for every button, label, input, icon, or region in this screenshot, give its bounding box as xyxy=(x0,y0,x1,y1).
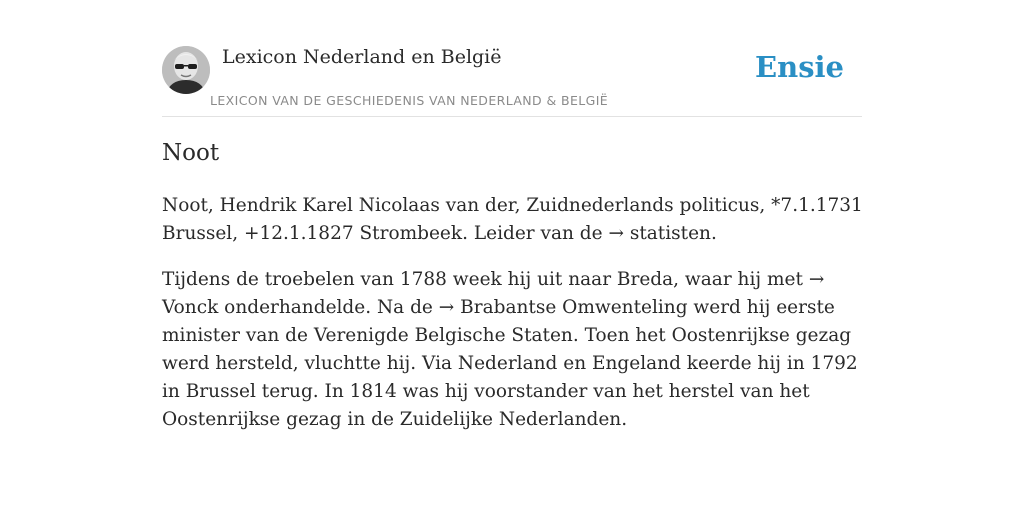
avatar[interactable] xyxy=(162,46,210,94)
brand-logo[interactable]: Ensie xyxy=(755,50,844,84)
site-header xyxy=(162,0,862,117)
person-portrait-icon xyxy=(162,46,210,94)
article-paragraph xyxy=(162,192,866,248)
article-paragraph xyxy=(162,266,866,434)
cross-reference-link-vonck[interactable]: → Vonck xyxy=(162,269,825,318)
site-title[interactable]: Lexicon Nederland en België xyxy=(222,46,502,68)
page-title: Noot xyxy=(162,140,220,166)
cross-reference-link-statisten[interactable]: → statisten xyxy=(608,223,711,244)
article-body xyxy=(162,192,866,452)
paragraph-text: Noot, Hendrik Karel Nicolaas van der, Zuidnederlands politicus, *7.1.1731 Brussel, +12.1.1827 Strombeek. Leider van de xyxy=(162,195,863,244)
cross-reference-link-brabantse-omwenteling[interactable]: → Brabantse Omwenteling xyxy=(438,297,688,318)
page-container xyxy=(162,0,863,430)
site-subtitle: LEXICON VAN DE GESCHIEDENIS VAN NEDERLAND & BELGIË xyxy=(210,93,609,108)
paragraph-text: . xyxy=(710,223,717,244)
paragraph-text: Tijdens de troebelen van 1788 week hij uit naar Breda, waar hij met xyxy=(162,269,809,290)
paragraph-text: werd hij eerste minister van de Verenigde Belgische Staten. Toen het Oostenrijkse gezag werd hersteld, vluchtte hij. Via Nederland en Engeland keerde hij in 1792 in Brussel terug. In 1814 was hij voorstander van het herstel van het Oostenrijkse gezag in de Zuidelijke Nederlanden. xyxy=(162,297,858,430)
paragraph-text: onderhandelde. Na de xyxy=(218,297,439,318)
